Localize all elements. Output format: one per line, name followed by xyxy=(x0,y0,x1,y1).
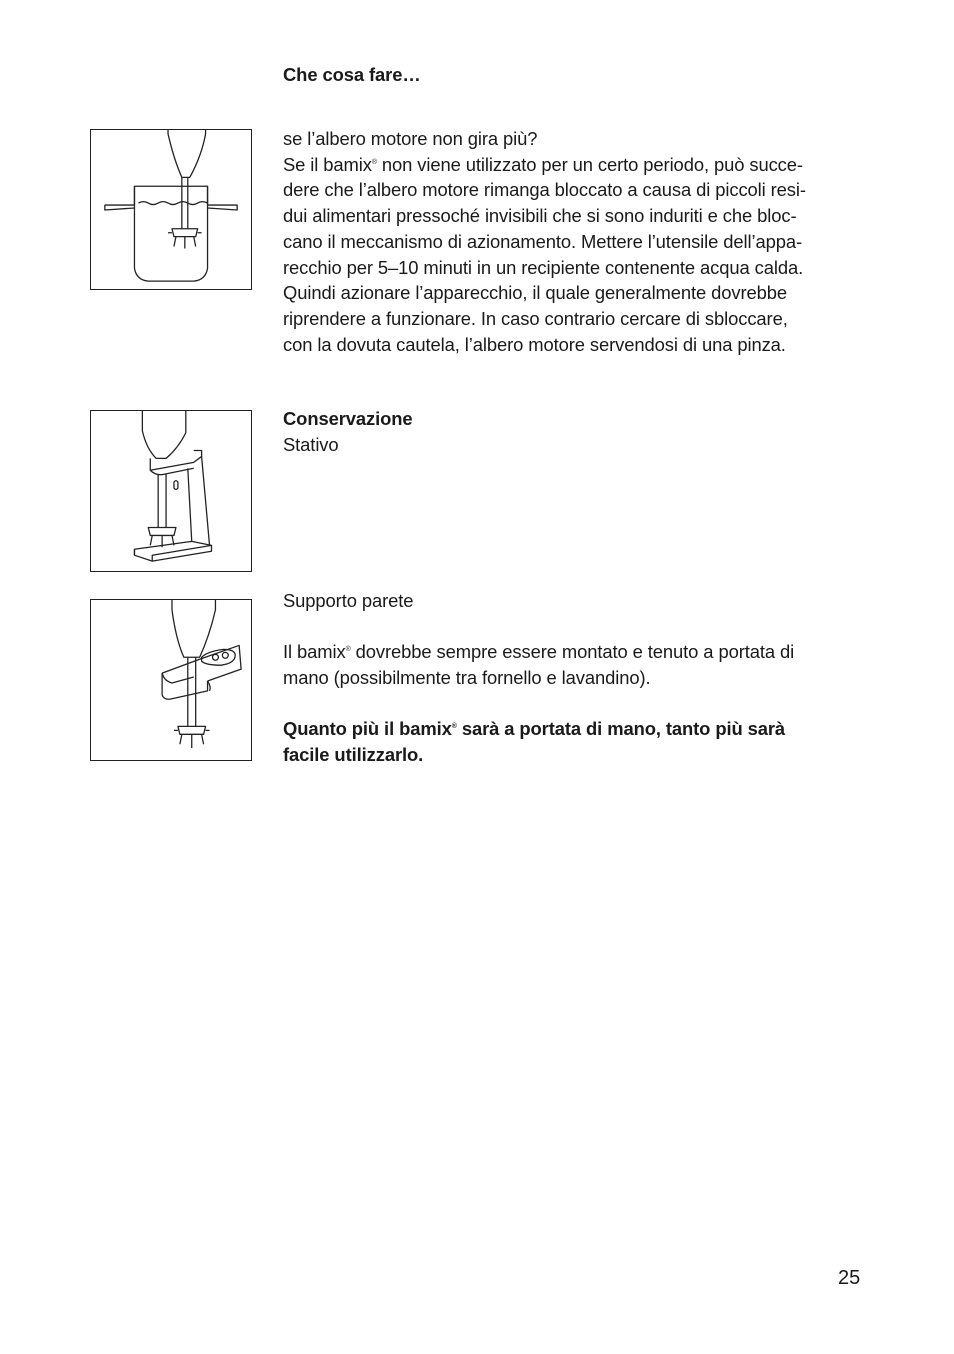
problem-line-8: con la dovuta cautela, l’albero motore servendosi di una pinza. xyxy=(283,333,786,355)
problem-line-6: Quindi azionare l’apparecchio, il quale generalmente dovrebbe xyxy=(283,282,788,304)
problem-line-1: Se il bamix® non viene utilizzato per un certo periodo, può succe- xyxy=(283,153,803,175)
section-wall-support xyxy=(283,588,794,768)
illustration-blender-stand xyxy=(90,410,252,572)
problem-line-3: dui alimentari pressoché invisibili che si sono induriti e che bloc- xyxy=(283,205,797,227)
wall-holder-drawing xyxy=(91,600,251,760)
registered-mark: ® xyxy=(371,158,377,166)
wall-support-para2-line2: facile utilizzarlo. xyxy=(283,744,424,766)
registered-mark: ® xyxy=(345,646,351,654)
blender-in-water-drawing xyxy=(91,130,251,289)
wall-support-subtitle: Supporto parete xyxy=(283,590,414,611)
illustration-blender-in-water xyxy=(90,129,252,290)
problem-question: se l’albero motore non gira più? xyxy=(283,128,538,149)
problem-line-7: riprendere a funzionare. In caso contrario cercare di sbloccare, xyxy=(283,307,788,329)
section-problem xyxy=(283,126,806,357)
wall-support-para1-line2: mano (possibilmente tra fornello e lavandino). xyxy=(283,667,651,689)
spacer xyxy=(283,614,794,640)
illustration-wall-holder xyxy=(90,599,252,761)
registered-mark: ® xyxy=(451,723,457,731)
storage-subtitle: Stativo xyxy=(283,433,339,455)
problem-line-4: cano il meccanismo di azionamento. Mettere l’utensile dell’appa- xyxy=(283,230,803,252)
section-heading: Che cosa fare… xyxy=(283,64,421,85)
problem-line-2: dere che l’albero motore rimanga bloccato a causa di piccoli resi- xyxy=(283,179,806,201)
wall-support-para1-line1: Il bamix® dovrebbe sempre essere montato e tenuto a portata di xyxy=(283,641,795,663)
section-storage xyxy=(283,406,413,457)
spacer xyxy=(283,691,794,717)
page-number: 25 xyxy=(838,1267,861,1289)
wall-support-para2-line1: Quanto più il bamix® sarà a portata di mano, tanto più sarà xyxy=(283,718,786,740)
problem-line-5: recchio per 5–10 minuti in un recipiente contenente acqua calda. xyxy=(283,256,804,278)
blender-stand-drawing xyxy=(91,411,251,571)
storage-title: Conservazione xyxy=(283,408,413,429)
